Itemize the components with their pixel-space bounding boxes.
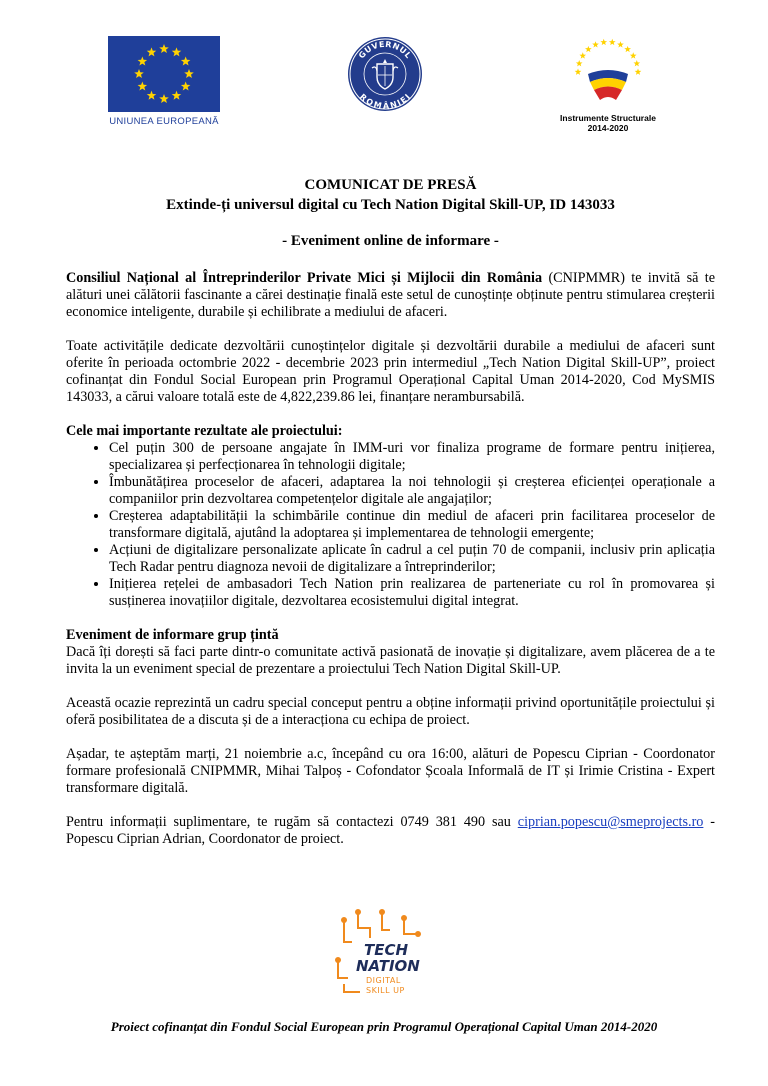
contact-paragraph — [66, 814, 715, 848]
eu-flag-icon — [108, 36, 220, 112]
tn-logo-line1: TECH — [364, 941, 409, 959]
tn-logo-line4: SKILL UP — [366, 986, 405, 995]
occasion-paragraph: Această ocazie reprezintă un cadru special conceput pentru a obține informații privind oportunitățile proiectului și oferă posibilitatea de a discuta și de a interacționa cu echipa de proiect. — [66, 695, 715, 728]
event-heading: Eveniment de informare grup țintă — [66, 627, 279, 643]
contact-person-text: - Popescu Ciprian Adrian, Coordonator de proiect. — [66, 814, 715, 847]
is-caption-line1: Instrumente Structurale — [560, 113, 656, 123]
list-item: • Cel puțin 300 de persoane angajate în IMM-uri vor finaliza programe de formare pentru inițierea, specializarea și perfecționarea în tehnologii digitale; — [109, 440, 715, 474]
results-section — [66, 423, 715, 610]
results-heading: Cele mai importante rezultate ale proiectului: — [66, 423, 343, 439]
page-title: COMUNICAT DE PRESĂ — [304, 177, 477, 193]
contact-text: Pentru informații suplimentare, te rugăm să contactezi 0749 381 490 sau — [66, 814, 518, 830]
instrumente-structurale-logo — [548, 30, 668, 133]
event-section — [66, 627, 715, 678]
government-seal-logo — [346, 35, 424, 113]
list-item: • Îmbunătățirea proceselor de afaceri, adaptarea la noi tehnologii și creșterea eficienței operaționale a companiilor prin dezvoltarea competențelor digitale ale angajaților; — [109, 474, 715, 508]
eu-caption: UNIUNEA EUROPEANĂ — [109, 116, 219, 127]
intro-text: (CNIPMMR) te invită să te alături unei călătorii fascinante a cărei destinație finală este setul de cunoștințe obținute pentru stimularea creșterii economice inteligente, durabile și echilibrate a mediului de afaceri. — [66, 270, 715, 320]
contact-email-link[interactable]: ciprian.popescu@smeprojects.ro — [517, 814, 704, 830]
press-release-body — [66, 175, 715, 865]
activities-paragraph: Toate activitățile dedicate dezvoltării cunoștințelor digitale și dezvoltării durabile a mediului de afaceri sunt oferite în perioada octombrie 2022 - decembrie 2023 prin intermediul „Tech Nation Digital Skill-UP”, proiect cofinanțat din Fondul Social European prin Programul Operațional Capital Uman 2014-2020, Cod MySMIS 143033, a cărui valoare totală este de 4,822,239.86 lei, finanțare nerambursabilă. — [66, 338, 715, 405]
list-item: • Creșterea adaptabilității la schimbările continue din mediul de afaceri prin facilitarea proceselor de transformare digitală, ajutând la adoptarea și implementarea de tehnologii emergente; — [109, 508, 715, 542]
logo-row — [0, 30, 768, 140]
structural-instruments-icon — [568, 30, 648, 106]
gov-seal-top-text: GUVERNUL — [356, 39, 414, 61]
intro-paragraph — [66, 270, 715, 321]
page-subtitle: Extinde-ți universul digital cu Tech Nation Digital Skill-UP, ID 143033 — [166, 197, 615, 213]
schedule-paragraph: Așadar, te așteptăm marți, 21 noiembrie a.c, începând cu ora 16:00, alături de Popescu Ciprian - Coordonator formare profesională CNIPMMR, Mihai Talpoș - Cofondator Școala Informală de IT și Irimie Cristina - Expert transformare digitală. — [66, 746, 715, 796]
tn-logo-line3: DIGITAL — [366, 976, 401, 985]
footer-note: Proiect cofinanțat din Fondul Social European prin Programul Operațional Capital Uman 2014-2020 — [110, 1019, 658, 1034]
list-item: • Inițierea rețelei de ambasadori Tech Nation prin realizarea de parteneriate cu rol în promovarea și susținerea inovațiilor digitale, dezvoltarea ecosistemului digital integrat. — [109, 576, 715, 610]
gov-seal-bottom-text: ROMÂNIEI — [357, 92, 413, 111]
tn-logo-line2: NATION — [356, 957, 420, 975]
eu-logo — [108, 36, 220, 127]
is-caption-line2: 2014-2020 — [587, 123, 629, 133]
event-text: Dacă îți dorești să faci parte dintr-o comunitate activă pasionată de inovație și digitalizare, avem plăcerea de a te invita la un eveniment special de prezentare a proiectului Tech Nation Digital Skill-UP. — [66, 644, 715, 677]
list-item: • Acțiuni de digitalizare personalizate aplicate în cadrul a cel puțin 70 de companii, inclusiv prin aplicația Tech Radar pentru diagnoza nevoii de digitalizare a întreprinderilor; — [109, 542, 715, 576]
title-block — [66, 175, 715, 215]
tech-nation-logo — [330, 908, 438, 998]
organization-name: Consiliul Național al Întreprinderilor Private Mici și Mijlocii din România — [66, 270, 543, 286]
eu-stars-icon — [108, 36, 220, 112]
event-label: - Eveniment online de informare - — [282, 233, 499, 249]
results-list — [66, 440, 715, 610]
